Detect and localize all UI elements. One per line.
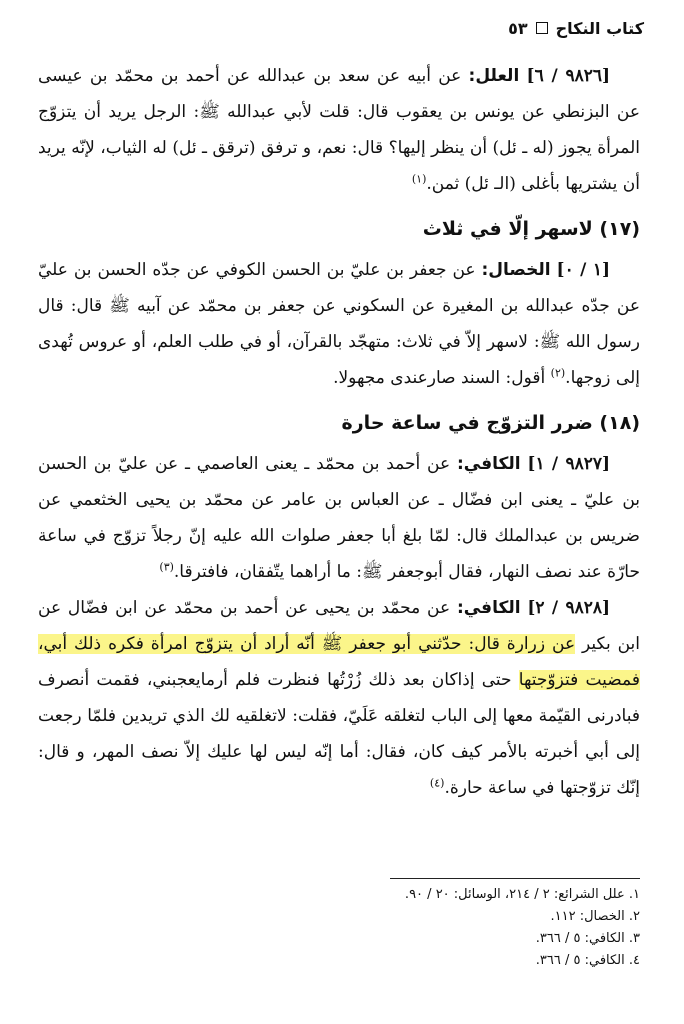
footnote-mark: (٢) xyxy=(550,366,566,380)
running-title: كتاب النكاح xyxy=(555,18,644,38)
footnote-divider xyxy=(390,878,640,879)
hadith-9828 xyxy=(38,590,640,806)
hadith-source: الكافي: xyxy=(456,454,521,474)
hadith-ref: [٩٨٢٧ / ١] xyxy=(527,454,611,474)
page-number: ٥٣ xyxy=(508,18,528,38)
hadith-ref: [١ / ٠] xyxy=(556,260,610,280)
section-title-18: (١٨) ضرر التزوّج في ساعة حارة xyxy=(341,412,640,434)
page-body xyxy=(38,58,640,806)
hadith-text: عن أبيه عن سعد بن عبدالله عن أحمد بن محمّد بن عيسى عن البزنطي عن يونس بن يعقوب قال: قلت لأبي عبدالله ﷺ: الرجل يريد أن يتزوّج المرأة يجوز (له ـ ئل) أن ينظر إليها؟ قال: نعم، و ترفق (ترقق ـ ئل) له الثياب، لإنّه يريد أن يشتريها بأغلى (الـ ئل) ثمن. xyxy=(38,66,640,194)
footnote-mark: (٣) xyxy=(159,560,174,574)
footnote-1: ١. علل الشرائع: ٢ / ٢١٤، الوسائل: ٢٠ / ٩٠. xyxy=(404,887,640,902)
footnote-mark: (١) xyxy=(411,172,427,186)
hadith-text: عن أحمد بن محمّد ـ يعنى العاصمي ـ عن عليّ بن الحسن بن عليّ ـ يعنى ابن فضّال ـ عن العباس بن عامر عن محمّد بن يحيى الخثعمي عن ضريس بن عبدالملك قال: لمّا بلغ أبا جعفر صلوات الله عليه إنّ رجلاً تزوّج في ساعة حارّة عند نصف النهار، فقال أبوجعفر ﷺ: ما أراهما يتّفقان، فافترقا. xyxy=(38,454,640,582)
page-header xyxy=(40,14,644,42)
hadith-source: الكافي: xyxy=(456,598,521,618)
hadith-source: الخصال: xyxy=(481,260,551,280)
hadith-9826 xyxy=(38,58,640,202)
hadith-ref: [٩٨٢٨ / ٢] xyxy=(527,598,611,618)
highlighted-passage: عن زرارة قال: حدّثني أبو جعفر ﷺ أنّه أراد أن يتزوّج امرأة فكره ذلك أبي، فمضيت فتزوّجتها xyxy=(38,634,640,690)
hadith-text-before: عن محمّد بن يحيى عن أحمد بن محمّد عن ابن فضّال عن ابن بكير xyxy=(38,598,641,654)
hadith-text: عن جعفر بن عليّ بن الحسن الكوفي عن جدّه الحسن بن عليّ عن جدّه عبدالله بن المغيرة عن السكوني عن جعفر بن محمّد عن آبيه ﷺ قال: قال رسول الله ﷺ: لاسهر إلاّ في ثلاث: متهجّد بالقرآن، أو في طلب العلم، أو عروس تُهدى إلى زوجها. xyxy=(38,260,640,388)
footnote-4: ٤. الكافي: ٥ / ٣٦٦. xyxy=(535,953,640,968)
hadith-9827 xyxy=(38,446,640,590)
footnote-3: ٣. الكافي: ٥ / ٣٦٦. xyxy=(535,931,640,946)
footnote-2: ٢. الخصال: ١١٢. xyxy=(550,909,640,924)
hadith-ref: [٩٨٢٦ / ٦] xyxy=(526,66,611,86)
header-square-ornament xyxy=(536,22,548,34)
hadith-text-after: حتى إذاكان بعد ذلك زُرْتُها فنظرت فلم أرمايعجبني، فقمت أنصرف فبادرنى القيّمة معها إلى الباب لتغلقه عَلَيّ، فقلت: لاتغلقيه لك الذي تريدين فلمّا رجعت إلى أبي أخبرته بالأمر كيف كان، فقال: أما إنّه ليس لها عليك إلاّ نصف المهر، و قال: إنّك تزوّجتها في ساعة حارة. xyxy=(38,670,640,798)
footnotes xyxy=(200,884,640,972)
footnote-mark: (٤) xyxy=(429,776,445,790)
hadith-khisal xyxy=(38,252,640,396)
hadith-source: العلل: xyxy=(468,66,520,86)
section-title-17: (١٧) لاسهر إلّا في ثلاث xyxy=(422,218,640,240)
editor-comment: أقول: السند صارعندى مجهولا. xyxy=(333,368,546,388)
